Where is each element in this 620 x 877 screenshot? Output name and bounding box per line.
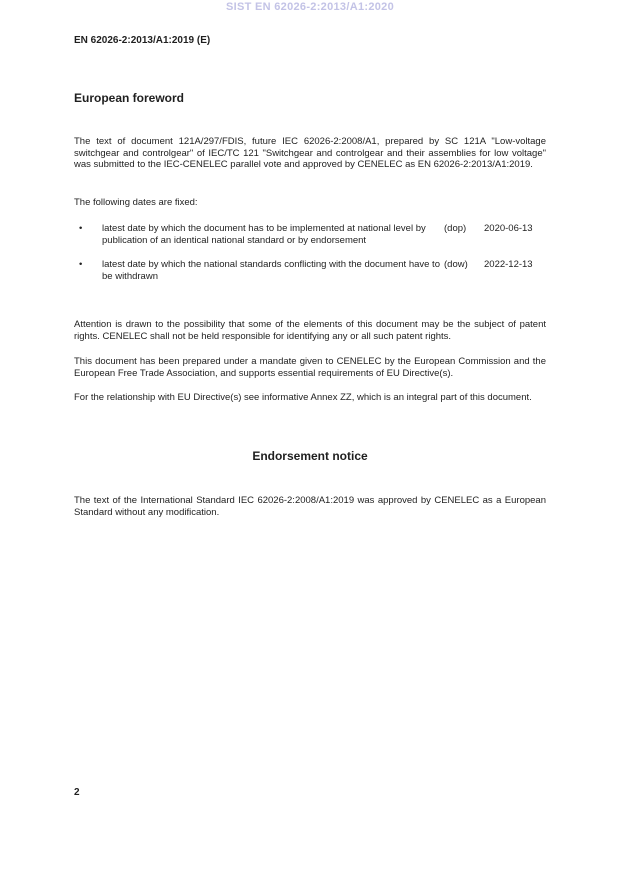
date-code: (dop) xyxy=(444,223,467,234)
eu-directive-paragraph: For the relationship with EU Directive(s) see informative Annex ZZ, which is an integral part of this document. xyxy=(74,392,532,403)
dates-intro-line: The following dates are fixed: xyxy=(74,197,198,208)
document-reference: EN 62026-2:2013/A1:2019 (E) xyxy=(74,35,211,46)
foreword-intro-paragraph: The text of document 121A/297/FDIS, future IEC 62026-2:2008/A1, prepared by SC 121A "Low-voltage switchgear and controlgear" of IEC/TC 121 "Switchgear and controlgear and their assemblies for low voltage" was submitted to the IEC-CENELEC parallel vote and approved by CENELEC as EN 62026-2:2013/A1:2019. xyxy=(74,136,546,171)
date-value: 2020-06-13 xyxy=(484,223,533,234)
list-item xyxy=(74,259,546,282)
page-number: 2 xyxy=(74,787,80,798)
date-code: (dow) xyxy=(444,259,468,271)
bullet-icon: • xyxy=(79,223,83,234)
list-item xyxy=(74,223,546,246)
endorsement-paragraph: The text of the International Standard IEC 62026-2:2008/A1:2019 was approved by CENELEC as a European Standard without any modification. xyxy=(74,495,546,518)
bullet-icon: • xyxy=(79,259,83,271)
date-value: 2022-12-13 xyxy=(484,259,533,271)
date-description: latest date by which the national standards conflicting with the document have to be withdrawn xyxy=(102,259,440,282)
foreword-heading: European foreword xyxy=(74,91,185,105)
watermark-header: SIST EN 62026-2:2013/A1:2020 xyxy=(226,1,394,13)
patent-rights-paragraph: Attention is drawn to the possibility that some of the elements of this document may be the subject of patent rights. CENELEC shall not be held responsible for identifying any or all such patent rights. xyxy=(74,319,546,342)
mandate-paragraph: This document has been prepared under a mandate given to CENELEC by the European Commission and the European Free Trade Association, and supports essential requirements of EU Directive(s). xyxy=(74,356,546,379)
endorsement-heading: Endorsement notice xyxy=(252,449,368,463)
fixed-dates-list xyxy=(74,223,546,295)
date-description: latest date by which the document has to be implemented at national level by publication of an identical national standard or by endorsement xyxy=(102,223,426,246)
